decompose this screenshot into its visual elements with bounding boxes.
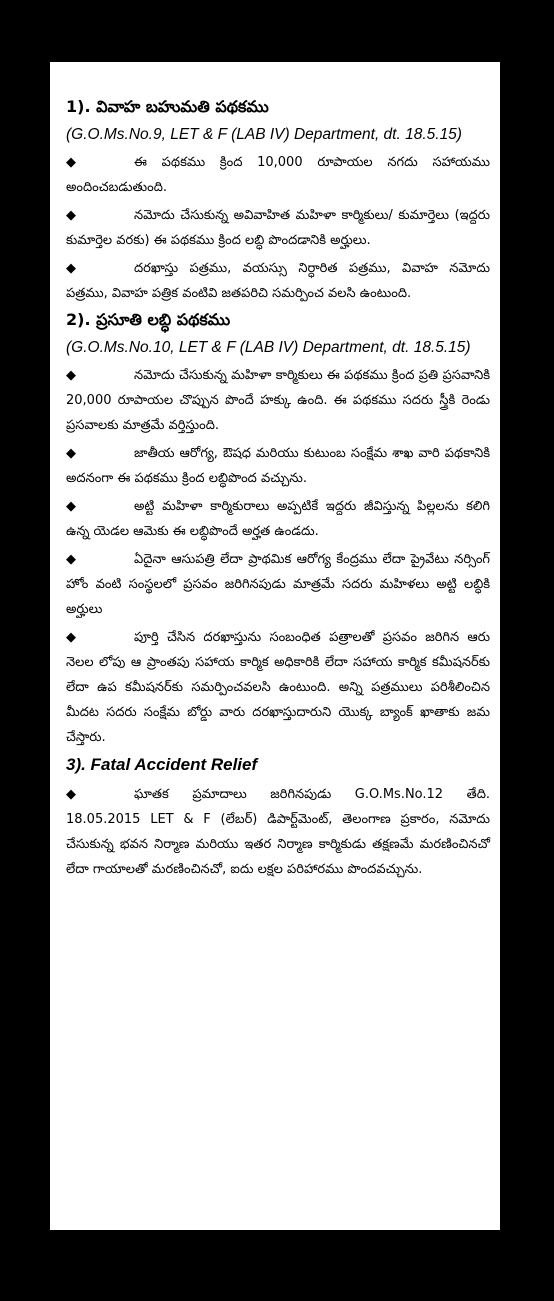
section-3-bullet: ◆ ఘాతక ప్రమాదాలు జరిగినపుడు G.O.Ms.No.12 తేది. 18.05.2015 LET & F (లేబర్) డిపార్ట్‌మెంట్, తెలంగాణ ప్రకారం, నమోదు చేసుకున్న భవన నిర్మాణ మరియు ఇతర నిర్మాణ కార్మికుడు తక్షణమే మరణించినచో లేదా గాయాలతో మరణించినచో, ఐదు లక్షల పరిహారము పొందవచ్చును. (66, 782, 490, 882)
section-2-bullet: ◆ ఏదైనా ఆసుపత్రి లేదా ప్రాథమిక ఆరోగ్య కేంద్రము లేదా ప్రైవేటు నర్సింగ్ హోం వంటి సంస్థలలో ప్రసవం జరిగినపుడు మాత్రమే సదరు మహిళలు అట్టి లబ్ధికి అర్హులు (66, 547, 490, 622)
diamond-bullet-icon: ◆ (66, 208, 76, 223)
section-2-go-reference: (G.O.Ms.No.10, LET & F (LAB IV) Department, dt. 18.5.15) (66, 339, 471, 356)
section-2-bullet: ◆ నమోదు చేసుకున్న మహిళా కార్మికులు ఈ పథకము క్రింద ప్రతి ప్రసవానికి 20,000 రూపాయల చొప్పున పొందే హక్కు ఉంది. ఈ పథకము సదరు స్త్రీకి రెండు ప్రసవాలకు మాత్రమే వర్తిస్తుంది. (66, 363, 490, 438)
section-1-go-reference: (G.O.Ms.No.9, LET & F (LAB IV) Department, dt. 18.5.15) (66, 126, 462, 143)
section-1-title: 1). వివాహ బహుమతి పథకము (66, 97, 269, 116)
diamond-bullet-icon: ◆ (66, 368, 76, 383)
section-2-bullet: ◆ పూర్తి చేసిన దరఖాస్తును సంబంధిత పత్రాలతో ప్రసవం జరిగిన ఆరు నెలల లోపు ఆ ప్రాంతపు సహాయ కార్మిక అధికారికి లేదా సహాయ కార్మిక కమీషనర్‌కు లేదా ఉప కమీషనర్‌కు సమర్పించవలసి ఉంటుంది. అన్ని పత్రములు పరిశీలించిన మీదట సదరు సంక్షేమ బోర్డు వారు దరఖాస్తుదారుని యొక్క బ్యాంక్ ఖాతాకు జమ చేస్తారు. (66, 625, 490, 750)
diamond-bullet-icon: ◆ (66, 630, 76, 645)
section-3-title: 3). Fatal Accident Relief (66, 755, 258, 774)
diamond-bullet-icon: ◆ (66, 155, 76, 170)
section-2-bullet: ◆ అట్టి మహిళా కార్మికురాలు అప్పటికే ఇద్దరు జీవిస్తున్న పిల్లలను కలిగి ఉన్న యెడల ఆమెకు ఈ లబ్ధిపొందే అర్హత ఉండదు. (66, 494, 490, 544)
document-page (50, 62, 500, 1230)
section-2-title: 2). ప్రసూతి లబ్ధి పథకము (66, 310, 231, 329)
diamond-bullet-icon: ◆ (66, 261, 76, 276)
diamond-bullet-icon: ◆ (66, 552, 76, 567)
diamond-bullet-icon: ◆ (66, 787, 76, 802)
section-1-bullet: ◆ దరఖాస్తు పత్రము, వయస్సు నిర్ధారిత పత్రము, వివాహ నమోదు పత్రము, వివాహ పత్రిక వంటివి జతపరిచి సమర్పించ వలసి ఉంటుంది. (66, 256, 490, 306)
section-1-bullet: ◆ ఈ పథకము క్రింద 10,000 రూపాయల నగదు సహాయము అందించబడుతుంది. (66, 150, 490, 200)
diamond-bullet-icon: ◆ (66, 499, 76, 514)
section-1-bullet: ◆ నమోదు చేసుకున్న అవివాహిత మహిళా కార్మికులు/ కుమార్తెలు (ఇద్దరు కుమార్తెల వరకు) ఈ పథకము క్రింద లబ్ధి పొందడానికి అర్హులు. (66, 203, 490, 253)
section-2-bullet: ◆ జాతీయ ఆరోగ్య, ఔషధ మరియు కుటుంబ సంక్షేమ శాఖ వారి పథకానికి అదనంగా ఈ పథకము క్రింద లబ్ధిపొంద వచ్చును. (66, 441, 490, 491)
diamond-bullet-icon: ◆ (66, 446, 76, 461)
